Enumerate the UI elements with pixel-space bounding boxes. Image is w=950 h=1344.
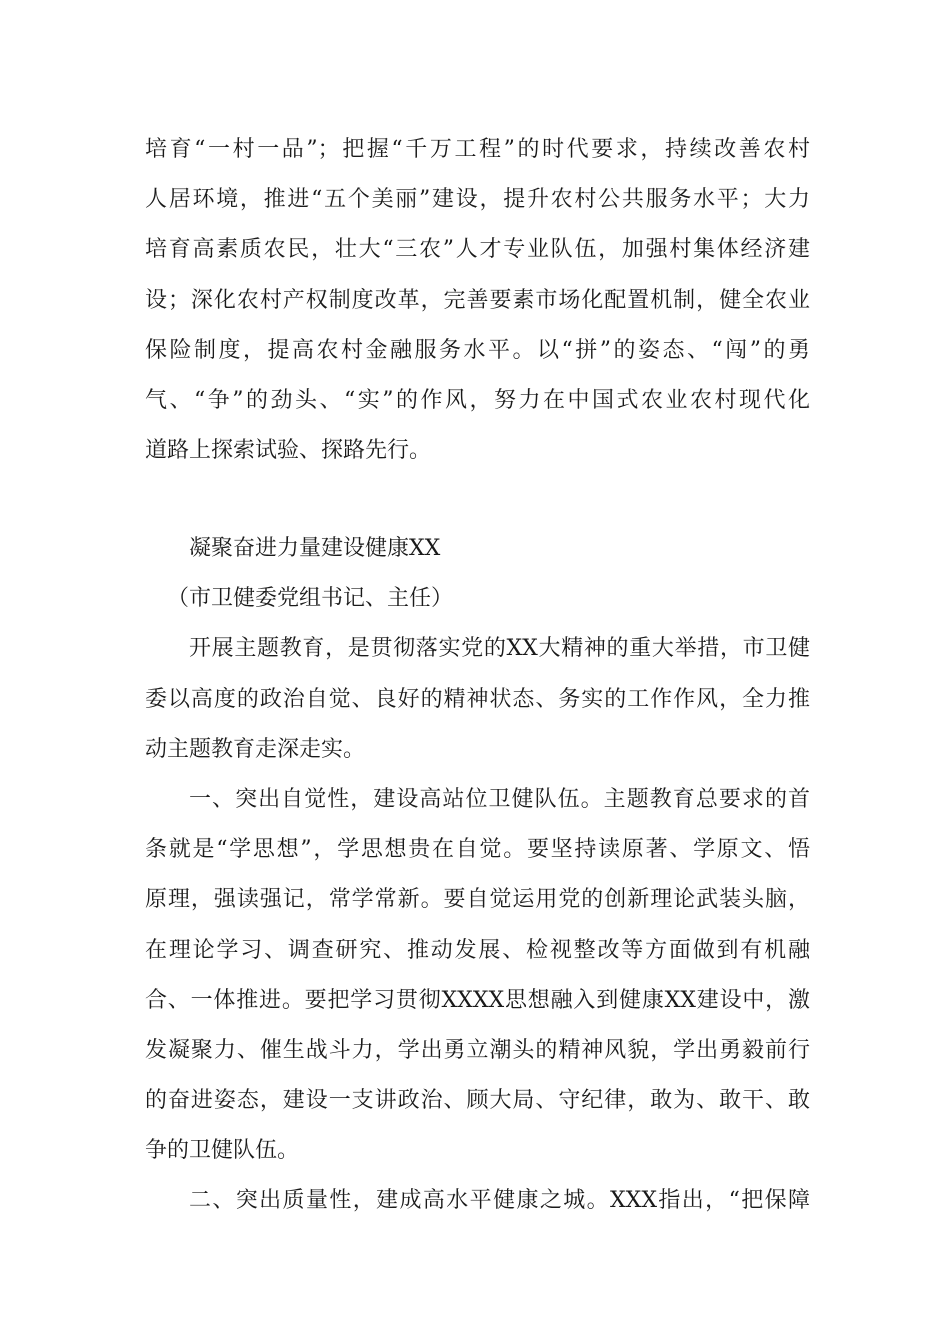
text-line: 培育“一村一品”；把握“千万工程”的时代要求，持续改善农村 bbox=[145, 137, 810, 162]
intro-paragraph bbox=[145, 125, 810, 476]
text-line: 二、突出质量性，建成高水平健康之城。XXX指出，“把保障 bbox=[189, 1188, 810, 1214]
article-title: 凝聚奋进力量建设健康XX bbox=[189, 536, 441, 561]
text-line: 在理论学习、调查研究、推动发展、检视整改等方面做到有机融 bbox=[145, 937, 810, 963]
text-line: 争的卫健队伍。 bbox=[145, 1138, 300, 1164]
text-line: 人居环境，推进“五个美丽”建设，提升农村公共服务水平；大力 bbox=[145, 187, 810, 213]
article-byline: （市卫健委党组书记、主任） bbox=[167, 586, 454, 612]
text-line: 一、突出自觉性，建设高站位卫健队伍。主题教育总要求的首 bbox=[189, 786, 810, 812]
text-line: 条就是“学思想”，学思想贵在自觉。要坚持读原著、学原文、悟 bbox=[145, 837, 810, 863]
text-line: 委以高度的政治自觉、良好的精神状态、务实的工作作风，全力推 bbox=[145, 686, 810, 712]
text-line: 发凝聚力、催生战斗力，学出勇立潮头的精神风貌，学出勇毅前行 bbox=[145, 1037, 810, 1063]
paragraph-section-one bbox=[145, 775, 810, 1177]
text-line: 设；深化农村产权制度改革，完善要素市场化配置机制，健全农业 bbox=[145, 287, 810, 313]
article bbox=[145, 524, 810, 1227]
text-line: 培育高素质农民，壮大“三农”人才专业队伍，加强村集体经济建 bbox=[145, 237, 810, 263]
text-line: 动主题教育走深走实。 bbox=[145, 736, 366, 762]
text-line: 的奋进姿态，建设一支讲政治、顾大局、守纪律，敢为、敢干、敢 bbox=[145, 1088, 810, 1114]
paragraph-intro bbox=[145, 624, 810, 775]
text-line: 保险制度，提高农村金融服务水平。以“拼”的姿态、“闯”的勇 bbox=[145, 337, 810, 363]
text-line: 开展主题教育，是贯彻落实党的XX大精神的重大举措，市卫健 bbox=[189, 636, 810, 662]
text-line: 原理，强读强记，常学常新。要自觉运用党的创新理论武装头脑， bbox=[145, 887, 810, 913]
text-line: 道路上探索试验、探路先行。 bbox=[145, 438, 432, 464]
paragraph-section-two bbox=[145, 1176, 810, 1226]
text-line: 合、一体推进。要把学习贯彻XXXX思想融入到健康XX建设中，激 bbox=[145, 987, 810, 1013]
text-line: 气、“争”的劲头、“实”的作风，努力在中国式农业农村现代化 bbox=[145, 387, 810, 413]
